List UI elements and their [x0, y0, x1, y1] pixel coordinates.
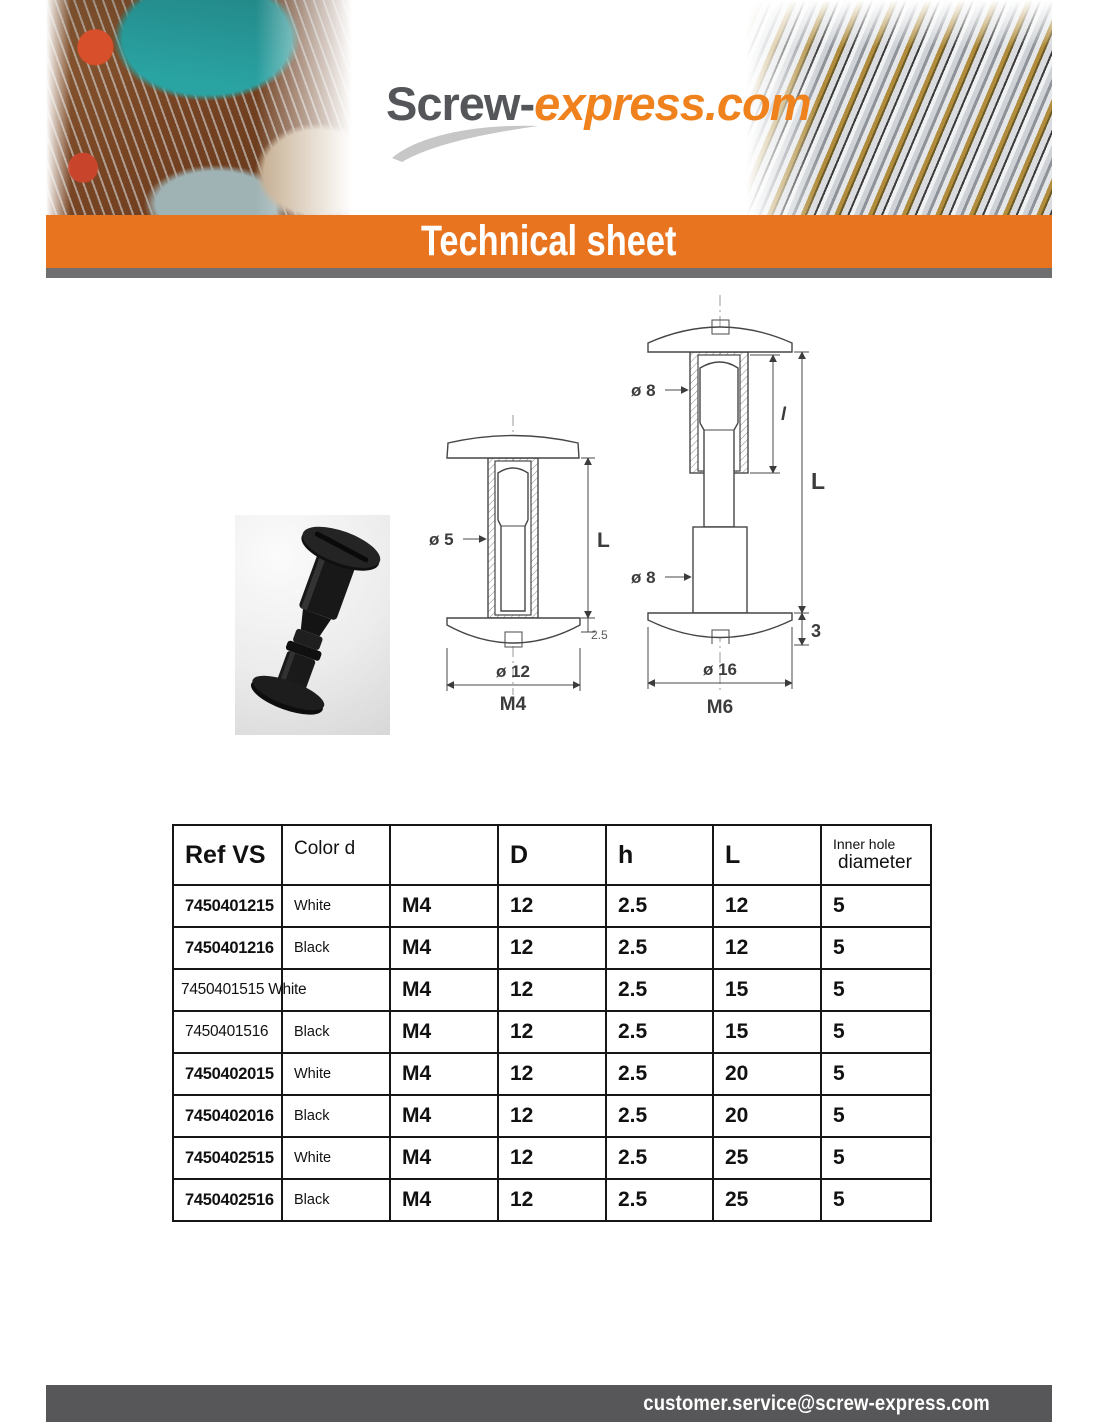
ref-cell: 7450401215 — [185, 896, 274, 915]
h-cell: 2.5 — [618, 1188, 648, 1211]
size-cell: M4 — [402, 936, 432, 959]
svg-text:L: L — [597, 529, 610, 552]
color-cell: White — [294, 898, 332, 914]
d-cell: 12 — [510, 1104, 534, 1127]
svg-text:M6: M6 — [706, 697, 734, 718]
l-cell: 12 — [725, 894, 749, 917]
inner-cell: 5 — [833, 936, 845, 959]
size-cell: M4 — [402, 1062, 432, 1085]
color-cell: White — [294, 1066, 332, 1082]
col-header-l: L — [725, 840, 741, 869]
inner-cell: 5 — [833, 894, 845, 917]
binding-screw-render — [235, 515, 390, 735]
h-cell: 2.5 — [618, 894, 648, 917]
l-cell: 12 — [725, 936, 749, 959]
customer-service-email: customer.service@screw-express.com — [643, 1391, 990, 1415]
table-row — [173, 1095, 931, 1137]
l-cell: 15 — [725, 1020, 749, 1043]
ref-cell: 7450401216 — [185, 938, 274, 957]
size-cell: M4 — [402, 1104, 432, 1127]
col-header-h: h — [618, 840, 634, 869]
m6-technical-drawing — [625, 293, 840, 723]
workbench-screw-organizer-photo — [46, 0, 355, 215]
l-cell: 25 — [725, 1188, 749, 1211]
col-header-ref: Ref VS — [185, 840, 266, 869]
svg-text:3: 3 — [811, 621, 822, 641]
d-cell: 12 — [510, 1020, 534, 1043]
color-cell: Black — [294, 940, 330, 956]
h-cell: 2.5 — [618, 1146, 648, 1169]
col-header-d: D — [510, 840, 529, 869]
color-cell: White — [294, 1150, 332, 1166]
col-header-color: Color d — [294, 837, 356, 859]
svg-text:l: l — [781, 404, 787, 424]
table-row — [173, 1011, 931, 1053]
page-title: Technical sheet — [421, 217, 677, 265]
logo-text-prefix: Screw- — [386, 77, 535, 130]
inner-cell: 5 — [833, 978, 845, 1001]
table-row — [173, 969, 931, 1011]
svg-text:ø 8: ø 8 — [631, 568, 656, 587]
h-cell: 2.5 — [618, 978, 648, 1001]
d-cell: 12 — [510, 1146, 534, 1169]
l-cell: 20 — [725, 1104, 749, 1127]
ref-cell: 7450402515 — [185, 1148, 274, 1167]
h-cell: 2.5 — [618, 1062, 648, 1085]
d-cell: 12 — [510, 1062, 534, 1085]
svg-text:ø 16: ø 16 — [702, 660, 738, 679]
d-cell: 12 — [510, 894, 534, 917]
size-cell: M4 — [402, 1188, 432, 1211]
ref-cell: 7450402516 — [185, 1190, 274, 1209]
logo-text-suffix: express.com — [534, 77, 811, 130]
m4-technical-drawing — [425, 413, 635, 715]
svg-text:ø 12: ø 12 — [495, 662, 531, 681]
table-row — [173, 1179, 931, 1221]
table-row — [173, 1053, 931, 1095]
col-header-inner-hole-line2: diameter — [838, 852, 912, 874]
d-cell: 12 — [510, 1188, 534, 1211]
technical-sheet-banner — [46, 215, 1052, 268]
spec-table-header-row — [173, 825, 931, 885]
l-cell: 15 — [725, 978, 749, 1001]
svg-text:2.5: 2.5 — [591, 628, 608, 642]
col-header-inner-hole-line1: Inner hole — [833, 836, 896, 853]
ref-cell: 7450402016 — [185, 1106, 274, 1125]
color-cell: Black — [294, 1024, 330, 1040]
size-cell: M4 — [402, 978, 432, 1001]
d-cell: 12 — [510, 936, 534, 959]
logo-swoosh-graphic — [388, 118, 543, 163]
h-cell: 2.5 — [618, 1104, 648, 1127]
inner-cell: 5 — [833, 1188, 845, 1211]
l-cell: 20 — [725, 1062, 749, 1085]
svg-text:ø 8: ø 8 — [631, 381, 656, 400]
size-cell: M4 — [402, 1146, 432, 1169]
h-cell: 2.5 — [618, 1020, 648, 1043]
table-row — [173, 927, 931, 969]
ref-cell: 7450401516 — [185, 1023, 269, 1040]
svg-text:M4: M4 — [499, 694, 527, 715]
inner-cell: 5 — [833, 1146, 845, 1169]
table-row — [173, 885, 931, 927]
table-row — [173, 1137, 931, 1179]
inner-cell: 5 — [833, 1020, 845, 1043]
ref-cell: 7450402015 — [185, 1064, 274, 1083]
svg-text:L: L — [811, 468, 826, 494]
inner-cell: 5 — [833, 1104, 845, 1127]
size-cell: M4 — [402, 894, 432, 917]
l-cell: 25 — [725, 1146, 749, 1169]
size-cell: M4 — [402, 1020, 432, 1043]
inner-cell: 5 — [833, 1062, 845, 1085]
color-cell: Black — [294, 1192, 330, 1208]
spec-table — [172, 824, 932, 1222]
color-cell: Black — [294, 1108, 330, 1124]
svg-text:ø 5: ø 5 — [429, 530, 454, 549]
h-cell: 2.5 — [618, 936, 648, 959]
ref-cell: 7450401515 White — [181, 981, 307, 998]
d-cell: 12 — [510, 978, 534, 1001]
footer-bar — [46, 1385, 1052, 1422]
banner-divider-bar — [46, 268, 1052, 278]
black-binding-screw-photo — [235, 515, 390, 735]
